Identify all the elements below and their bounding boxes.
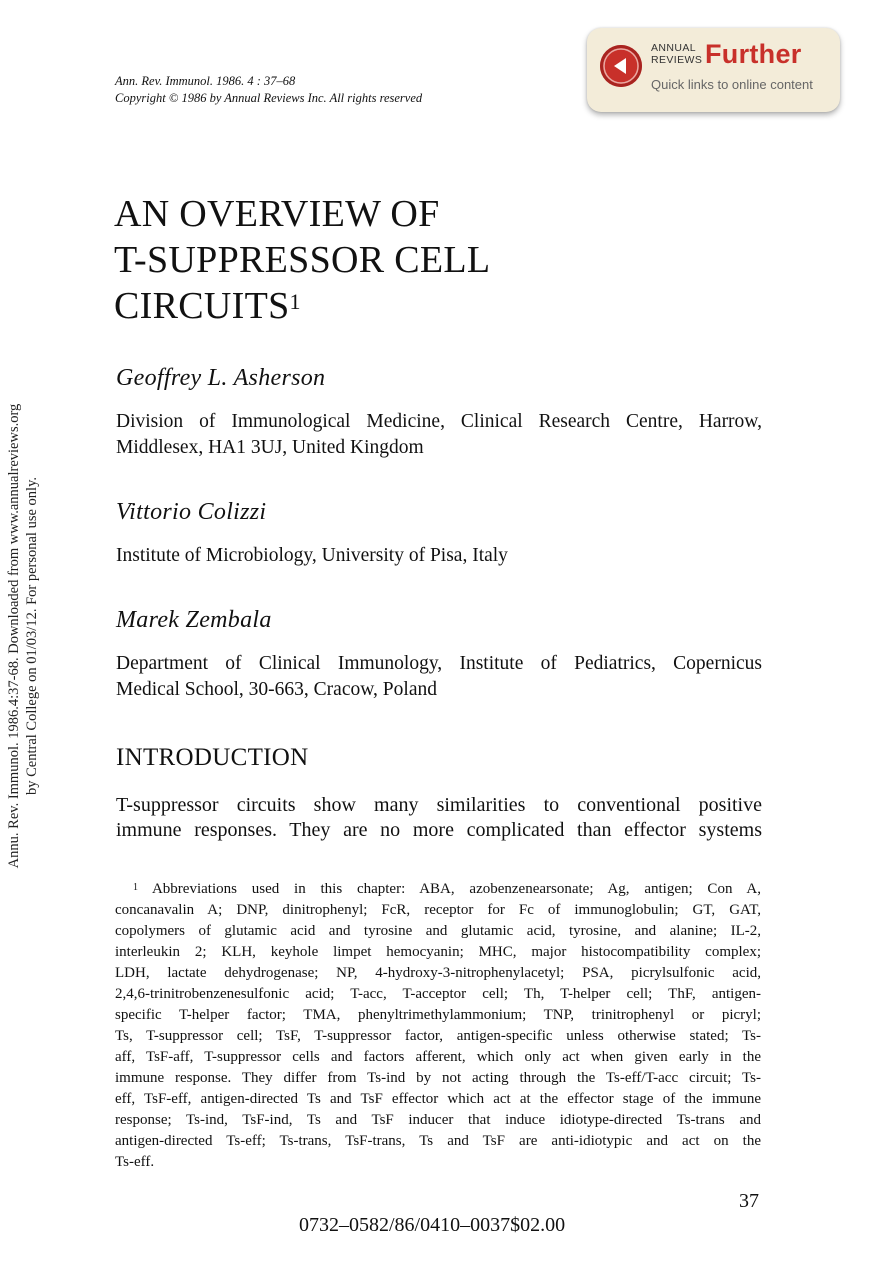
badge-title: Further [705, 39, 802, 69]
affiliation-line: Department of Clinical Immunology, Institute of Pediatrics, Copernicus [116, 653, 762, 674]
author-affiliation [116, 651, 762, 703]
price-code: 0732–0582/86/0410–0037$02.00 [299, 1214, 566, 1236]
sidebar-line-2: by Central College on 01/03/12. For personal use only. [24, 476, 40, 796]
intro-line: T-suppressor circuits show many similarities to conventional positive [116, 794, 762, 816]
back-arrow-icon[interactable] [600, 45, 642, 87]
footnote-line: aff, TsF-aff, T-suppressor cells and factors afferent, which only act when given early in the [115, 1049, 761, 1065]
footnote-line: interleukin 2; KLH, keyhole limpet hemocyanin; MHC, major histocompatibility complex; [115, 944, 761, 960]
author-name: Vittorio Colizzi [116, 499, 267, 525]
footnote-line: response; Ts-ind, TsF-ind, Ts and TsF inducer that induce idiotype-directed Ts-trans and [115, 1112, 761, 1128]
affiliation-line: Institute of Microbiology, University of Pisa, Italy [116, 545, 508, 566]
badge-brand-line2: REVIEWS [651, 54, 703, 66]
journal-copyright: Copyright © 1986 by Annual Reviews Inc. All rights reserved [115, 91, 423, 105]
title-line-1: AN OVERVIEW OF [114, 193, 440, 235]
footnote-mark: 1 [133, 882, 138, 893]
footnote-line: concanavalin A; DNP, dinitrophenyl; FcR, receptor for Fc of immunoglobulin; GT, GAT, [115, 902, 761, 918]
footnote-line: antigen-directed Ts-eff; Ts-trans, TsF-trans, Ts and TsF are anti-idiotypic and act on the [115, 1133, 761, 1149]
affiliation-line: Medical School, 30-663, Cracow, Poland [116, 679, 437, 700]
back-arrow-glyph [600, 45, 642, 87]
journal-header [115, 73, 422, 107]
footnote-line: Ts-eff. [115, 1154, 155, 1170]
title-line-3 [114, 283, 490, 329]
footnote-line: immune response. They differ from Ts-ind by not acting through the Ts-eff/T-acc circuit; Ts- [115, 1070, 761, 1086]
intro-paragraph [116, 793, 762, 843]
author-affiliation [116, 543, 762, 569]
intro-line: immune responses. They are no more complicated than effector systems [116, 819, 762, 841]
title-line-2: T-SUPPRESSOR CELL [114, 239, 491, 281]
footnote-line: LDH, lactate dehydrogenase; NP, 4-hydroxy-3-nitrophenylacetyl; PSA, picrylsulfonic acid, [115, 965, 761, 981]
footnote-line: specific T-helper factor; TMA, phenyltrimethylammonium; TNP, trinitrophenyl or picryl; [115, 1007, 761, 1023]
sidebar-notice [5, 336, 41, 936]
badge-brand-line1: ANNUAL [651, 42, 696, 54]
title-footnote-mark[interactable]: 1 [289, 289, 301, 314]
footnote-line: 2,4,6-trinitrobenzenesulfonic acid; T-acc, T-acceptor cell; Th, T-helper cell; ThF, antigen- [115, 986, 761, 1002]
title-line-3-text: CIRCUITS [114, 285, 290, 327]
footnote-line: Ts, T-suppressor cell; TsF, T-suppressor factor, antigen-specific unless otherwise stated; Ts- [115, 1028, 761, 1044]
further-badge[interactable] [587, 28, 840, 112]
article-title [114, 191, 490, 329]
author-name: Marek Zembala [116, 607, 272, 633]
badge-brand [651, 42, 702, 66]
author-affiliation [116, 409, 762, 461]
journal-citation: Ann. Rev. Immunol. 1986. 4 : 37–68 [115, 74, 296, 88]
download-sidebar [0, 0, 48, 1275]
badge-subtitle: Quick links to online content [651, 77, 813, 92]
footnote [115, 879, 761, 1173]
section-heading: INTRODUCTION [116, 744, 309, 771]
footnote-line [115, 879, 761, 900]
footnote-line: copolymers of glutamic acid and tyrosine and glutamic acid, tyrosine, and alanine; IL-2, [115, 923, 761, 939]
page-number: 37 [739, 1190, 759, 1212]
sidebar-line-1: Annu. Rev. Immunol. 1986.4:37-68. Downloaded from www.annualreviews.org [6, 403, 22, 869]
affiliation-line: Division of Immunological Medicine, Clinical Research Centre, Harrow, [116, 411, 762, 432]
author-name: Geoffrey L. Asherson [116, 365, 326, 391]
footnote-line: eff, TsF-eff, antigen-directed Ts and TsF effector which act at the effector stage of the immune [115, 1091, 761, 1107]
affiliation-line: Middlesex, HA1 3UJ, United Kingdom [116, 437, 424, 458]
footnote-line-text: Abbreviations used in this chapter: ABA, azobenzenearsonate; Ag, antigen; Con A, [151, 881, 761, 897]
